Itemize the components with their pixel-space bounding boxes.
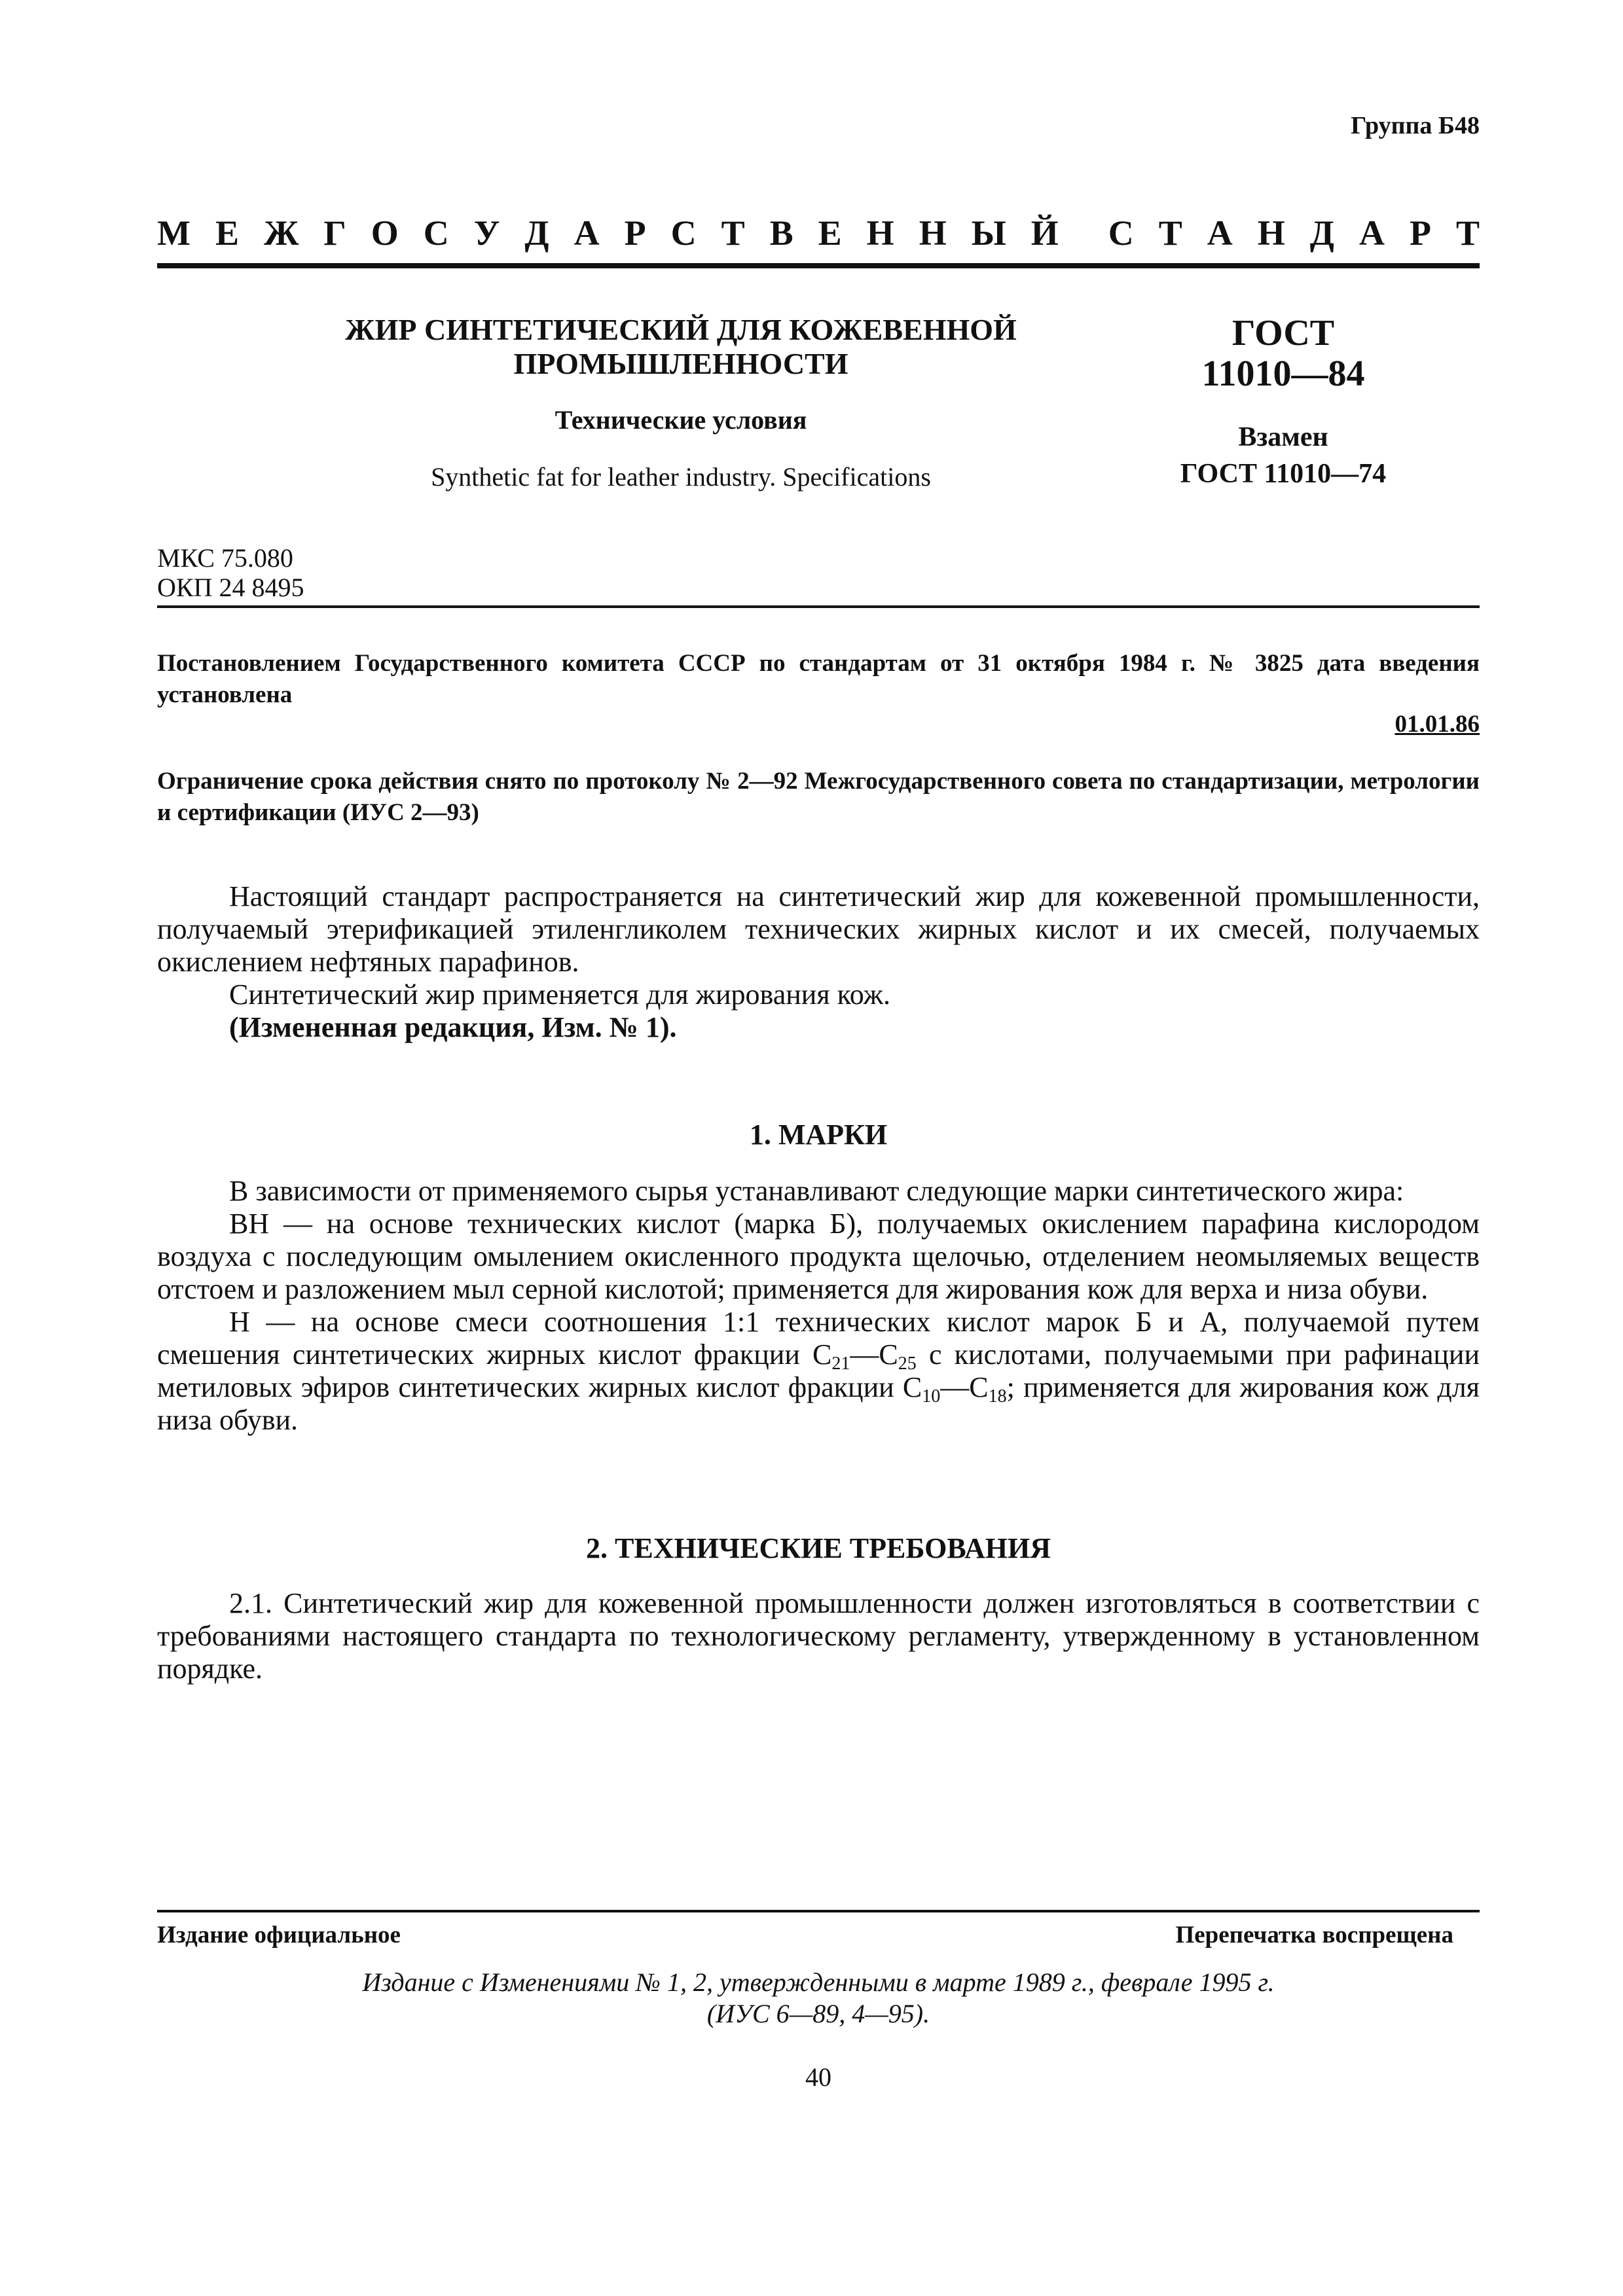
section-1-heading: 1. МАРКИ: [749, 1119, 888, 1151]
mks-code: МКС 75.080: [157, 543, 293, 573]
header-divider: [157, 263, 1480, 268]
banner-letter: Е: [215, 213, 239, 253]
group-code: Группа Б48: [1351, 112, 1480, 139]
section-2-heading: 2. ТЕХНИЧЕСКИЕ ТРЕБОВАНИЯ: [586, 1532, 1051, 1564]
banner-letter: Н: [866, 213, 894, 253]
banner-letter: Н: [1257, 213, 1285, 253]
replaces-number: ГОСТ 11010—74: [1180, 459, 1387, 489]
banner-letter: Г: [323, 213, 346, 253]
codes-divider: [157, 605, 1480, 608]
requirement-2-1: 2.1. Синтетический жир для кожевенной промышленности должен изготовляться в соответствии с требованиями настоящего стандарта по технологическому регламенту, утвержденному в установленном порядке.: [157, 1587, 1480, 1685]
footer-divider: [157, 1910, 1480, 1912]
title-line-1: ЖИР СИНТЕТИЧЕСКИЙ ДЛЯ КОЖЕВЕННОЙ: [345, 313, 1017, 346]
banner-letter: Н: [919, 213, 947, 253]
gost-label: ГОСТ: [1231, 313, 1335, 353]
banner-letter: Д: [1309, 213, 1334, 253]
banner-letter: О: [371, 213, 399, 253]
page-number: 40: [805, 2062, 831, 2092]
title-line-2: ПРОМЫШЛЕННОСТИ: [513, 347, 848, 380]
effective-date: 01.01.86: [1395, 711, 1480, 738]
restriction-note: Ограничение срока действия снято по протоколу № 2—92 Межгосударственного совета по стандартизации, метрологии и сертификации (ИУС 2—93): [157, 768, 1480, 826]
okp-code: ОКП 24 8495: [157, 573, 304, 602]
amendment-note: (Измененная редакция, Изм. № 1).: [229, 1011, 677, 1043]
banner-letter: С: [1108, 213, 1134, 253]
intro-paragraph: Настоящий стандарт распространяется на синтетический жир для кожевенной промышленности, получаемый этерификацией этиленгликолем технических жирных кислот и их смесей, получаемых окислением нефтяных парафинов.: [157, 880, 1480, 978]
document-subtitle: Технические условия: [555, 405, 807, 435]
banner-letter: М: [157, 213, 191, 253]
grades-intro: В зависимости от применяемого сырья устанавливают следующие марки синтетического жира:: [229, 1175, 1404, 1207]
banner-letter: С: [423, 213, 449, 253]
replaces-block: [1133, 419, 1434, 492]
banner-letter: Д: [524, 213, 549, 253]
grade-vn: ВН — на основе технических кислот (марка Б), получаемых окислением парафина кислородом воздуха с последующим омылением окисленного продукта щелочью, отделением неомыляемых веществ отстоем и разложением мыл серной кислотой; применяется для жирования кож для верха и низа обуви.: [157, 1208, 1480, 1305]
gost-designation: [1133, 313, 1434, 394]
banner-letter: Т: [1455, 213, 1480, 253]
banner-letter: А: [1207, 213, 1233, 253]
edition-line-2: (ИУС 6—89, 4—95).: [706, 1999, 930, 2028]
banner-letter: В: [769, 213, 793, 253]
edition-note: [157, 1967, 1480, 2030]
banner-letter: А: [1359, 213, 1385, 253]
section-1-body: [157, 1175, 1480, 1437]
banner-letter: Ж: [264, 213, 299, 253]
banner-letter: Ы: [971, 213, 1006, 253]
interstate-standard-banner: [157, 213, 1480, 253]
gost-number: 11010—84: [1201, 353, 1365, 394]
reprint-prohibited: Перепечатка воспрещена: [1175, 1922, 1453, 1948]
banner-letter: А: [574, 213, 600, 253]
grade-n: Н — на основе смеси соотношения 1:1 технических кислот марок Б и А, получаемой путем смешения синтетических жирных кислот фракции $С_{21}—С_{25}$ с кислотами, получаемыми при рафинации метиловых эфиров синтетических жирных кислот фракции $С_{10}—С_{18}$; применяется для жирования кож для низа обуви.: [157, 1306, 1480, 1436]
decree-text: Постановлением Государственного комитета СССР по стандартам от 31 октября 1984 г. № 3825 дата введения установлена: [157, 650, 1480, 708]
banner-letter: Р: [1409, 213, 1431, 253]
banner-letter: С: [670, 213, 697, 253]
document-title: [275, 313, 1087, 381]
english-title: Synthetic fat for leather industry. Specifications: [431, 462, 931, 492]
banner-letter: Т: [721, 213, 745, 253]
intro-usage: Синтетический жир применяется для жирования кож.: [229, 978, 891, 1011]
banner-letter: Й: [1030, 213, 1059, 253]
official-edition: Издание официальное: [157, 1922, 401, 1948]
replaces-label: Взамен: [1238, 422, 1328, 452]
banner-letter: Р: [624, 213, 646, 253]
classification-codes: [157, 543, 304, 602]
banner-letter: Т: [1158, 213, 1182, 253]
section-2-body: [157, 1587, 1480, 1685]
edition-line-1: Издание с Изменениями № 1, 2, утвержденными в марте 1989 г., феврале 1995 г.: [362, 1967, 1275, 1997]
banner-letter: У: [473, 213, 500, 253]
banner-letter: Е: [818, 213, 842, 253]
intro-block: [157, 880, 1480, 1044]
